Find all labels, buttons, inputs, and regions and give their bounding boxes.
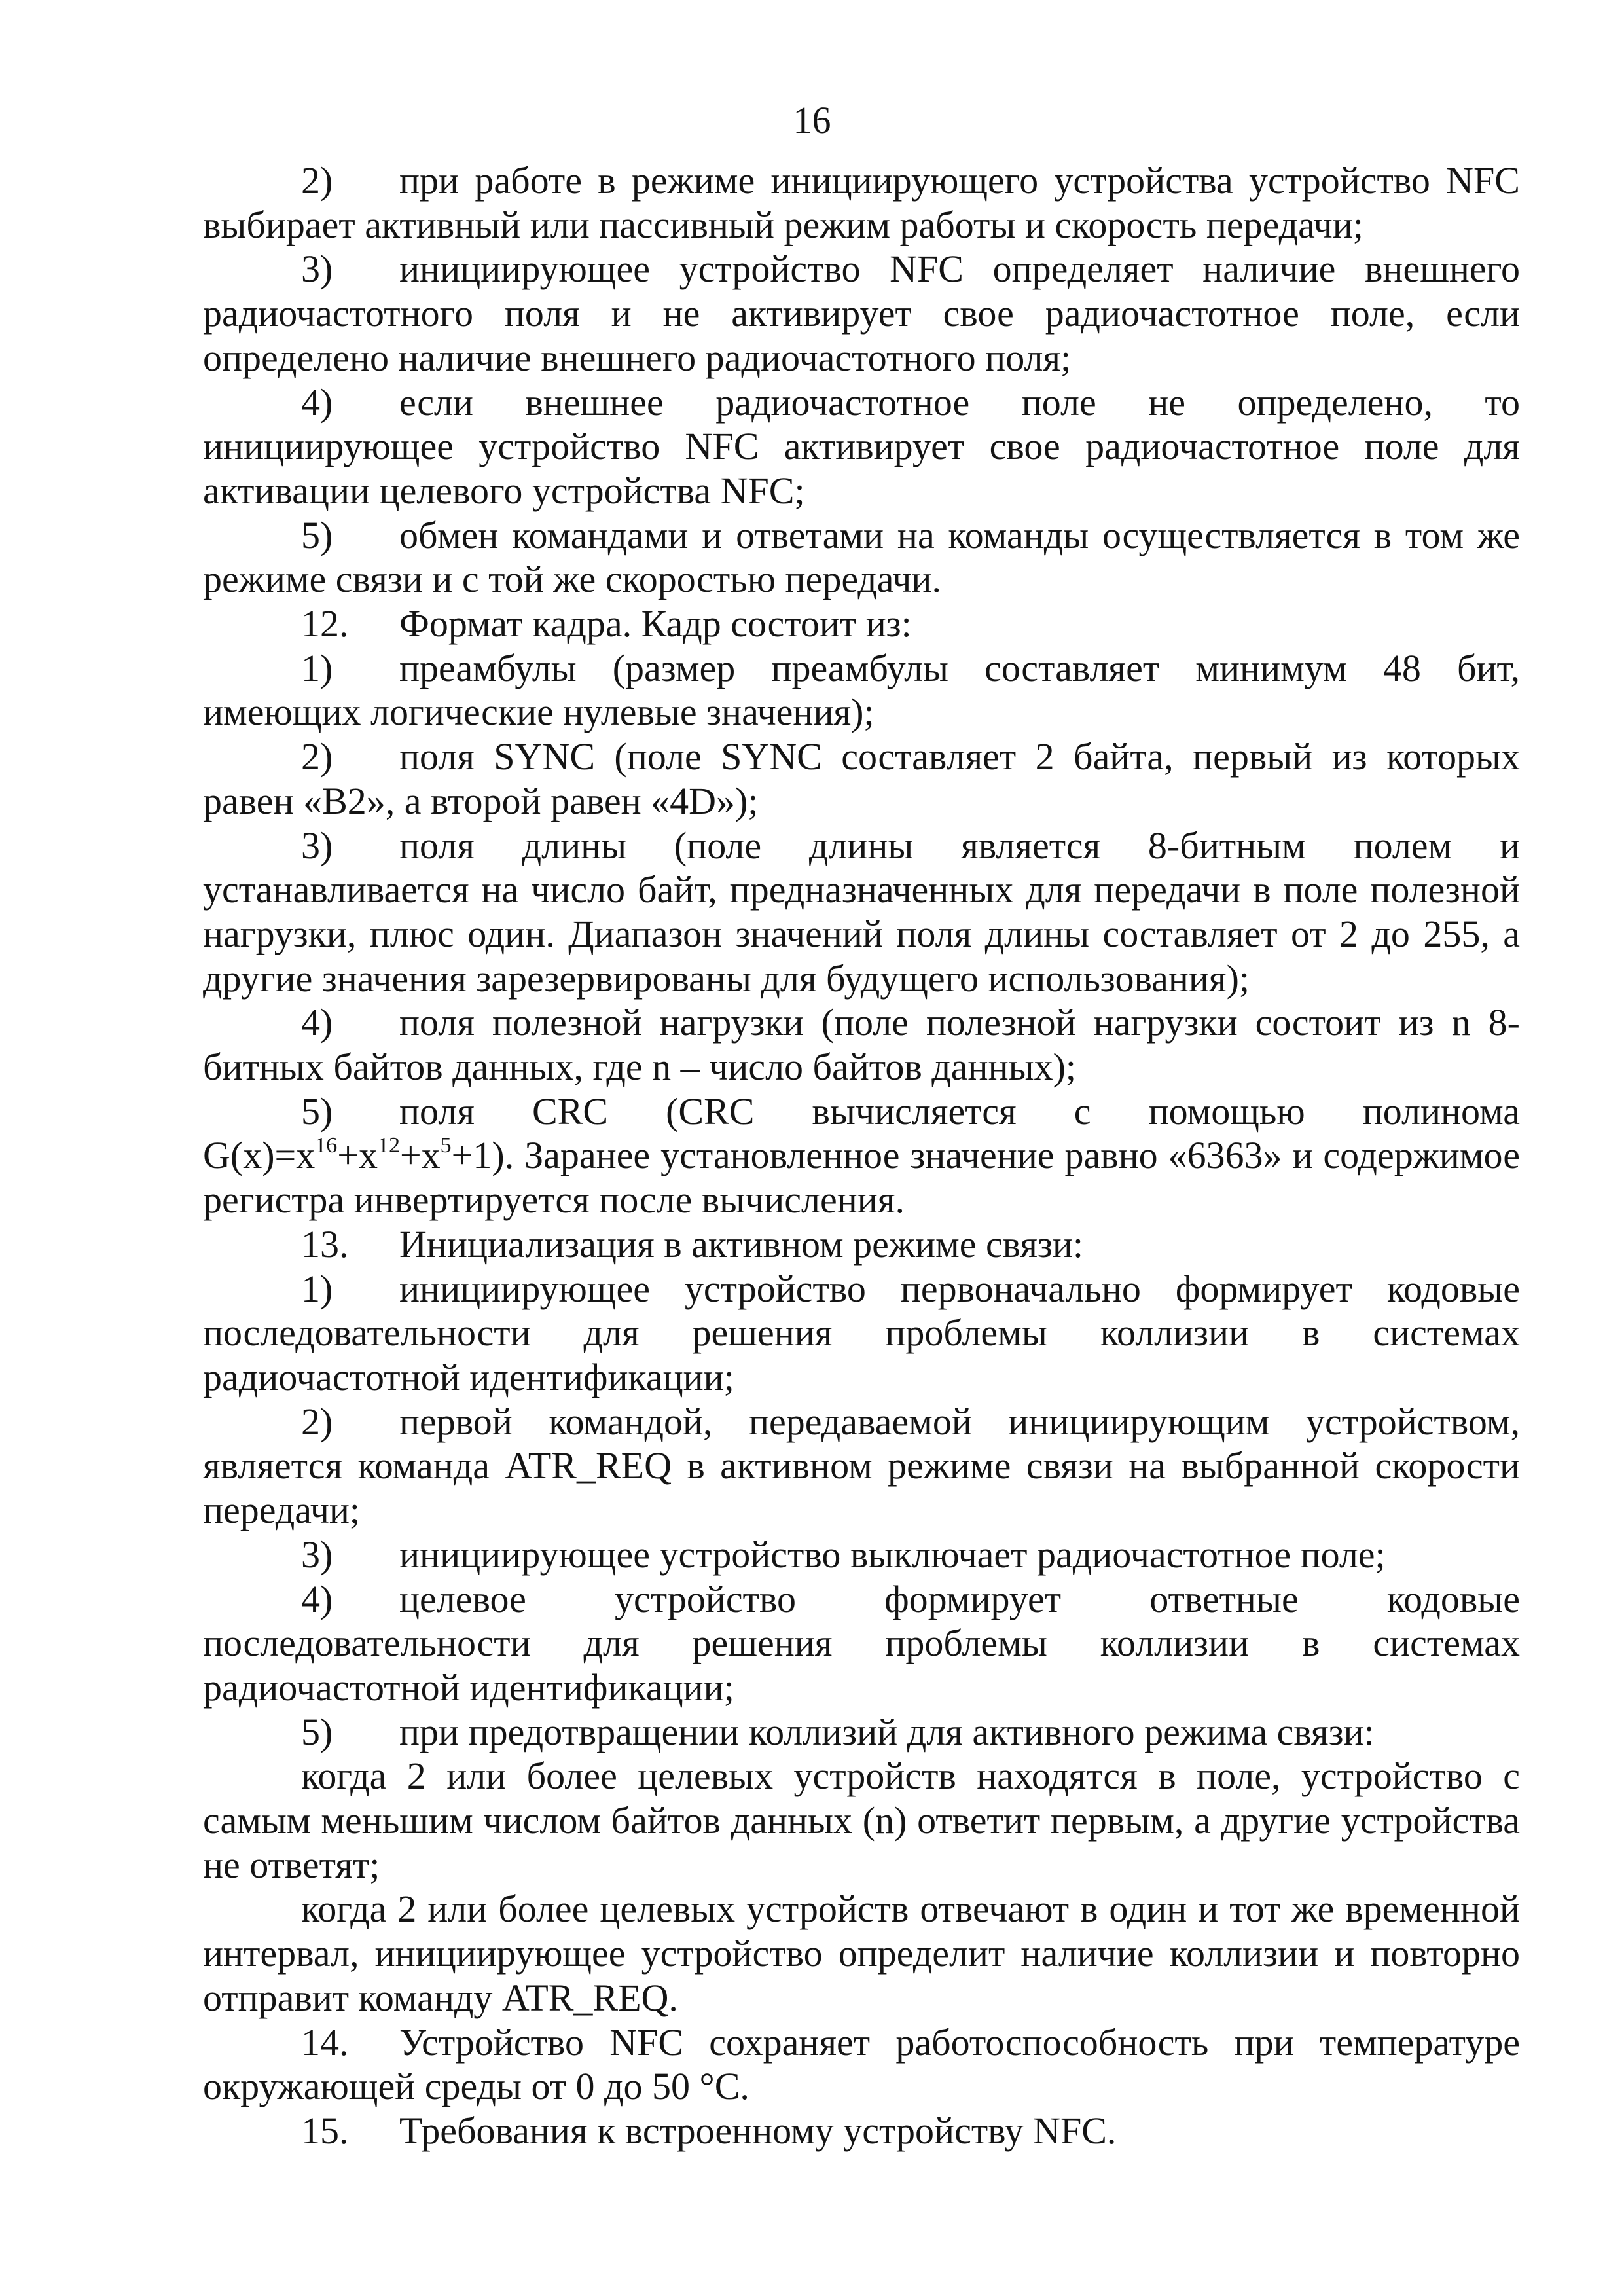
list-item [203, 646, 1520, 735]
section-text: Инициализация в активном режиме связи: [399, 1222, 1084, 1266]
section-number: 15. [301, 2109, 349, 2152]
item-text: обмен командами и ответами на команды осуществляется в том же режиме связи и с той же скоростью передачи. [203, 513, 1520, 601]
document-body [203, 158, 1520, 2153]
item-number: 3) [301, 247, 333, 291]
item-text: инициирующее устройство первоначально формирует кодовые последовательности для решения проблемы коллизии в системах радиочастотной идентификации; [203, 1267, 1520, 1398]
item-number: 4) [301, 1001, 333, 1044]
item-text: поля полезной нагрузки (поле полезной нагрузки состоит из n 8-битных байтов данных, где n – число байтов данных); [203, 1001, 1520, 1089]
item-number: 1) [301, 1267, 333, 1310]
list-item [203, 247, 1520, 380]
item-number: 1) [301, 646, 333, 689]
list-item [203, 1267, 1520, 1400]
section-heading [203, 2109, 1520, 2153]
list-item-crc [203, 1089, 1520, 1222]
item-number: 2) [301, 1400, 333, 1443]
section-text: Формат кадра. Кадр состоит из: [399, 602, 912, 646]
exponent: 12 [377, 1133, 400, 1158]
section-heading [203, 2020, 1520, 2109]
section-number: 12. [301, 602, 349, 646]
item-text: первой командой, передаваемой инициирующим устройством, является команда ATR_REQ в активном режиме связи на выбранной скорости передачи; [203, 1400, 1520, 1532]
section-heading [203, 602, 1520, 646]
item-number: 5) [301, 513, 333, 556]
paragraph: когда 2 или более целевых устройств отвечают в один и тот же временной интервал, инициирующее устройство определит наличие коллизии и повторно отправит команду ATR_REQ. [203, 1887, 1520, 2019]
list-item [203, 1000, 1520, 1089]
list-item [203, 380, 1520, 513]
exponent: 16 [315, 1133, 338, 1158]
item-text: поля длины (поле длины является 8-битным полем и устанавливается на число байт, предназначенных для передачи в поле полезной нагрузки, плюс один. Диапазон значений поля длины составляет от 2 до 255, а другие значения зарезервированы для будущего использования); [203, 824, 1520, 1000]
item-text: если внешнее радиочастотное поле не определено, то инициирующее устройство NFC активирует свое радиочастотное поле для активации целевого устройства NFC; [203, 380, 1520, 512]
list-item [203, 735, 1520, 823]
item-text: при работе в режиме инициирующего устройства устройство NFC выбирает активный или пассивный режим работы и скорость передачи; [203, 159, 1520, 246]
item-number: 3) [301, 1533, 333, 1576]
crc-text-mid: +x [399, 1134, 441, 1177]
crc-text-post: +1). Заранее установленное значение равно «6363» и содержимое регистра инвертируется после вычисления. [203, 1134, 1520, 1222]
item-text: целевое устройство формирует ответные кодовые последовательности для решения проблемы коллизии в системах радиочастотной идентификации; [203, 1577, 1520, 1709]
page-number: 16 [793, 99, 831, 141]
item-number: 4) [301, 1577, 333, 1620]
list-item [203, 1710, 1520, 1755]
section-text: Устройство NFC сохраняет работоспособность при температуре окружающей среды от 0 до 50 °С. [203, 2020, 1520, 2108]
list-item [203, 1533, 1520, 1577]
section-heading [203, 1222, 1520, 1267]
item-text: при предотвращении коллизий для активного режима связи: [399, 1710, 1375, 1753]
item-number: 5) [301, 1710, 333, 1753]
section-text: Требования к встроенному устройству NFC. [399, 2109, 1117, 2152]
list-item [203, 1400, 1520, 1533]
crc-text-pre: поля CRC (CRC вычисляется с помощью полинома G(x)=x [203, 1089, 1520, 1177]
item-number: 2) [301, 159, 333, 202]
exponent: 5 [440, 1133, 452, 1158]
section-number: 14. [301, 2020, 349, 2064]
item-number: 4) [301, 380, 333, 424]
paragraph: когда 2 или более целевых устройств находятся в поле, устройство с самым меньшим числом байтов данных (n) ответит первым, а другие устройства не ответят; [203, 1755, 1520, 1886]
item-text: инициирующее устройство NFC определяет наличие внешнего радиочастотного поля и не активирует свое радиочастотное поле, если определено наличие внешнего радиочастотного поля; [203, 247, 1520, 379]
item-number: 2) [301, 735, 333, 778]
item-number: 5) [301, 1089, 333, 1133]
list-item [203, 824, 1520, 1001]
item-text: инициирующее устройство выключает радиочастотное поле; [399, 1533, 1386, 1576]
section-number: 13. [301, 1222, 349, 1266]
list-item [203, 513, 1520, 602]
item-number: 3) [301, 824, 333, 867]
list-item [203, 1577, 1520, 1710]
crc-text-mid: +x [337, 1134, 378, 1177]
item-text: поля SYNC (поле SYNC составляет 2 байта, первый из которых равен «B2», а второй равен «4D»); [203, 735, 1520, 822]
list-item [203, 158, 1520, 247]
item-text: преамбулы (размер преамбулы составляет минимум 48 бит, имеющих логические нулевые значения); [203, 646, 1520, 734]
